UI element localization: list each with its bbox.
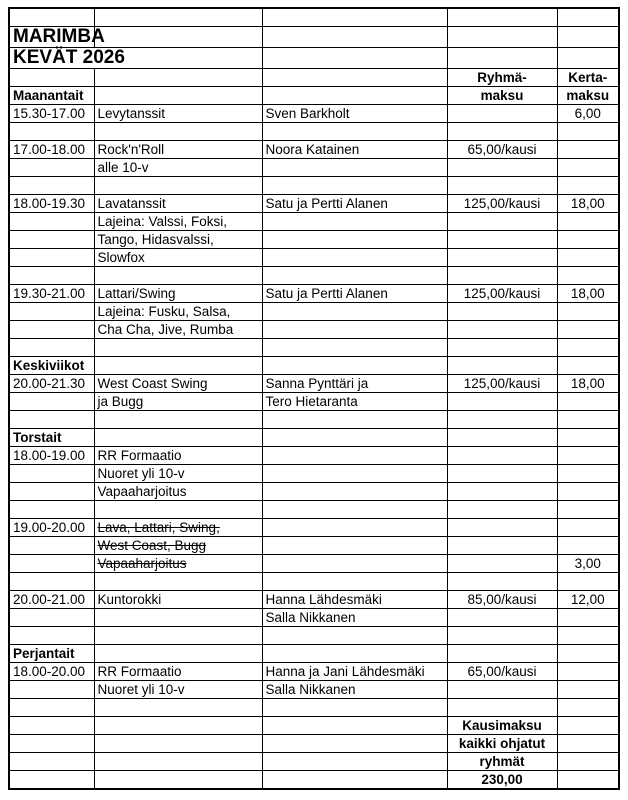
cell: Kuntorokki: [94, 591, 262, 609]
cell: ja Bugg: [94, 393, 262, 411]
cell: [262, 627, 447, 645]
cell: [262, 8, 447, 27]
cell: Salla Nikkanen: [262, 609, 447, 627]
table-row: [9, 735, 619, 753]
cell: Slowfox: [94, 249, 262, 267]
cell: Vapaaharjoitus: [94, 483, 262, 501]
cell: [262, 69, 447, 87]
cell: [557, 609, 619, 627]
cell: [262, 231, 447, 249]
cell: [94, 735, 262, 753]
cell: Satu ja Pertti Alanen: [262, 195, 447, 213]
cell: [262, 27, 447, 48]
cell: [9, 753, 94, 771]
cell: KEVÄT 2026: [9, 48, 262, 69]
cell: [557, 645, 619, 663]
cell: [94, 411, 262, 429]
cell: [94, 69, 262, 87]
cell: 12,00: [557, 591, 619, 609]
cell: [9, 393, 94, 411]
cell: [557, 159, 619, 177]
cell: [447, 231, 557, 249]
table-row: [9, 663, 619, 681]
cell: Hanna Lähdesmäki: [262, 591, 447, 609]
cell: [262, 501, 447, 519]
cell: [447, 48, 557, 69]
cell: [557, 231, 619, 249]
cell: [557, 753, 619, 771]
cell: [262, 213, 447, 231]
cell: Keskiviikot: [9, 357, 94, 375]
cell: [447, 321, 557, 339]
cell: [94, 429, 262, 447]
cell: 3,00: [557, 555, 619, 573]
cell: [557, 735, 619, 753]
table-row: [9, 681, 619, 699]
table-row: [9, 573, 619, 591]
cell: [9, 501, 94, 519]
cell: [557, 123, 619, 141]
cell: [262, 699, 447, 717]
cell: [557, 519, 619, 537]
cell: [9, 231, 94, 249]
cell: 17.00-18.00: [9, 141, 94, 159]
table-row: [9, 537, 619, 555]
cell: Nuoret yli 10-v: [94, 681, 262, 699]
cell: [557, 501, 619, 519]
cell: [94, 717, 262, 735]
cell: Kerta-: [557, 69, 619, 87]
cell: West Coast, Bugg: [94, 537, 262, 555]
cell: [447, 267, 557, 285]
cell: [447, 699, 557, 717]
cell: [557, 27, 619, 48]
cell: [447, 501, 557, 519]
cell: [447, 483, 557, 501]
cell: [447, 357, 557, 375]
table-row: [9, 519, 619, 537]
cell: [262, 357, 447, 375]
cell: Salla Nikkanen: [262, 681, 447, 699]
cell: 65,00/kausi: [447, 141, 557, 159]
cell: [262, 483, 447, 501]
cell: [262, 321, 447, 339]
table-row: [9, 159, 619, 177]
table-row: [9, 177, 619, 195]
cell: Noora Katainen: [262, 141, 447, 159]
table-row: [9, 141, 619, 159]
cell: [557, 447, 619, 465]
cell: [9, 771, 94, 790]
table-row: [9, 321, 619, 339]
cell: [262, 177, 447, 195]
cell: ryhmät: [447, 753, 557, 771]
cell: 15.30-17.00: [9, 105, 94, 123]
cell: [9, 573, 94, 591]
cell: Sven Barkholt: [262, 105, 447, 123]
cell: Lava, Lattari, Swing,: [94, 519, 262, 537]
cell: 125,00/kausi: [447, 195, 557, 213]
cell: [262, 555, 447, 573]
cell: [9, 123, 94, 141]
cell: RR Formaatio: [94, 447, 262, 465]
cell: Torstait: [9, 429, 94, 447]
cell: Perjantait: [9, 645, 94, 663]
cell: 18,00: [557, 285, 619, 303]
cell: [94, 8, 262, 27]
cell: [262, 339, 447, 357]
cell: maksu: [557, 87, 619, 105]
cell: [447, 519, 557, 537]
cell: [9, 69, 94, 87]
schedule-table-body: [9, 8, 619, 789]
cell: [94, 339, 262, 357]
cell: [447, 105, 557, 123]
cell: [94, 357, 262, 375]
cell: [9, 411, 94, 429]
cell: [557, 771, 619, 790]
cell: [557, 8, 619, 27]
cell: [447, 555, 557, 573]
table-row: [9, 555, 619, 573]
cell: Lajeina: Valssi, Foksi,: [94, 213, 262, 231]
cell: [9, 627, 94, 645]
cell: [9, 555, 94, 573]
cell: [557, 249, 619, 267]
table-row: [9, 213, 619, 231]
table-row: [9, 303, 619, 321]
table-row: [9, 717, 619, 735]
cell: [262, 771, 447, 790]
table-row: [9, 375, 619, 393]
cell: 20.00-21.30: [9, 375, 94, 393]
cell: [447, 627, 557, 645]
cell: [262, 537, 447, 555]
table-row: [9, 429, 619, 447]
table-row: [9, 267, 619, 285]
cell: [447, 8, 557, 27]
table-row: [9, 285, 619, 303]
cell: [557, 537, 619, 555]
table-row: [9, 699, 619, 717]
cell: Cha Cha, Jive, Rumba: [94, 321, 262, 339]
cell: [557, 717, 619, 735]
cell: [262, 573, 447, 591]
cell: Satu ja Pertti Alanen: [262, 285, 447, 303]
cell: maksu: [447, 87, 557, 105]
cell: 230,00: [447, 771, 557, 790]
cell: [447, 123, 557, 141]
cell: Tango, Hidasvalssi,: [94, 231, 262, 249]
cell: [9, 321, 94, 339]
schedule-table: [8, 7, 620, 790]
cell: RR Formaatio: [94, 663, 262, 681]
cell: [557, 465, 619, 483]
cell: [9, 177, 94, 195]
cell: 18.00-19.30: [9, 195, 94, 213]
table-row: [9, 483, 619, 501]
cell: [447, 249, 557, 267]
cell: alle 10-v: [94, 159, 262, 177]
cell: [262, 411, 447, 429]
cell: [9, 267, 94, 285]
cell: Vapaaharjoitus: [94, 555, 262, 573]
cell: [557, 483, 619, 501]
table-row: [9, 393, 619, 411]
cell: [262, 447, 447, 465]
cell: Nuoret yli 10-v: [94, 465, 262, 483]
cell: [94, 177, 262, 195]
cell: [557, 213, 619, 231]
cell: [9, 339, 94, 357]
cell: [557, 339, 619, 357]
cell: [9, 483, 94, 501]
table-row: [9, 48, 619, 69]
cell: [447, 213, 557, 231]
cell: [9, 213, 94, 231]
cell: [94, 501, 262, 519]
cell: West Coast Swing: [94, 375, 262, 393]
cell: [447, 645, 557, 663]
cell: 19.00-20.00: [9, 519, 94, 537]
table-row: [9, 27, 619, 48]
cell: [94, 699, 262, 717]
cell: [557, 321, 619, 339]
cell: [9, 699, 94, 717]
cell: [9, 609, 94, 627]
cell: [94, 573, 262, 591]
cell: [262, 249, 447, 267]
cell: Lavatanssit: [94, 195, 262, 213]
cell: Rock'n'Roll: [94, 141, 262, 159]
cell: 6,00: [557, 105, 619, 123]
cell: [262, 159, 447, 177]
cell: Tero Hietaranta: [262, 393, 447, 411]
cell: 18,00: [557, 375, 619, 393]
cell: [557, 357, 619, 375]
cell: 18.00-20.00: [9, 663, 94, 681]
table-row: [9, 195, 619, 213]
cell: 65,00/kausi: [447, 663, 557, 681]
cell: [262, 465, 447, 483]
cell: 19.30-21.00: [9, 285, 94, 303]
table-row: [9, 69, 619, 87]
cell: [557, 681, 619, 699]
cell: [447, 447, 557, 465]
cell: [9, 717, 94, 735]
table-row: [9, 357, 619, 375]
table-row: [9, 501, 619, 519]
cell: [557, 141, 619, 159]
cell: [94, 645, 262, 663]
cell: [447, 177, 557, 195]
cell: [9, 159, 94, 177]
cell: Sanna Pynttäri ja: [262, 375, 447, 393]
cell: [262, 303, 447, 321]
cell: [262, 519, 447, 537]
cell: Hanna ja Jani Lähdesmäki: [262, 663, 447, 681]
cell: 85,00/kausi: [447, 591, 557, 609]
cell: [94, 267, 262, 285]
cell: [447, 411, 557, 429]
cell: Maanantait: [9, 87, 94, 105]
cell: MARIMBA: [9, 27, 94, 48]
cell: [447, 339, 557, 357]
table-row: [9, 609, 619, 627]
table-row: [9, 87, 619, 105]
cell: [557, 663, 619, 681]
cell: [262, 717, 447, 735]
spreadsheet-area: [8, 7, 620, 790]
cell: 18.00-19.00: [9, 447, 94, 465]
cell: Lattari/Swing: [94, 285, 262, 303]
cell: 20.00-21.00: [9, 591, 94, 609]
cell: [94, 609, 262, 627]
cell: [557, 429, 619, 447]
table-row: [9, 231, 619, 249]
cell: [94, 771, 262, 790]
cell: [447, 537, 557, 555]
cell: [447, 573, 557, 591]
table-row: [9, 447, 619, 465]
cell: [557, 267, 619, 285]
table-row: [9, 465, 619, 483]
cell: [262, 645, 447, 663]
cell: [94, 27, 262, 48]
cell: [262, 429, 447, 447]
table-row: [9, 645, 619, 663]
cell: [262, 123, 447, 141]
cell: 125,00/kausi: [447, 375, 557, 393]
table-row: [9, 591, 619, 609]
cell: [94, 627, 262, 645]
cell: [9, 735, 94, 753]
cell: [447, 681, 557, 699]
table-row: [9, 249, 619, 267]
cell: 18,00: [557, 195, 619, 213]
cell: [9, 537, 94, 555]
cell: [557, 627, 619, 645]
cell: 125,00/kausi: [447, 285, 557, 303]
cell: [262, 735, 447, 753]
cell: [557, 411, 619, 429]
cell: [9, 465, 94, 483]
cell: [447, 393, 557, 411]
cell: [9, 8, 94, 27]
cell: kaikki ohjatut: [447, 735, 557, 753]
cell: [9, 249, 94, 267]
cell: [447, 303, 557, 321]
cell: [9, 303, 94, 321]
table-row: [9, 753, 619, 771]
cell: Ryhmä-: [447, 69, 557, 87]
cell: Lajeina: Fusku, Salsa,: [94, 303, 262, 321]
cell: [557, 573, 619, 591]
table-row: [9, 411, 619, 429]
cell: [9, 681, 94, 699]
cell: [557, 48, 619, 69]
table-row: [9, 123, 619, 141]
cell: [447, 429, 557, 447]
cell: [94, 753, 262, 771]
cell: [447, 465, 557, 483]
cell: [94, 87, 262, 105]
cell: Levytanssit: [94, 105, 262, 123]
table-row: [9, 8, 619, 27]
cell: [94, 123, 262, 141]
table-row: [9, 105, 619, 123]
cell: [262, 48, 447, 69]
cell: [262, 753, 447, 771]
cell: [447, 159, 557, 177]
cell: [557, 303, 619, 321]
cell: [262, 87, 447, 105]
table-row: [9, 339, 619, 357]
cell: [557, 177, 619, 195]
cell: [557, 393, 619, 411]
table-row: [9, 627, 619, 645]
cell: Kausimaksu: [447, 717, 557, 735]
cell: [447, 609, 557, 627]
table-row: [9, 771, 619, 790]
cell: [447, 27, 557, 48]
cell: [557, 699, 619, 717]
cell: [262, 267, 447, 285]
